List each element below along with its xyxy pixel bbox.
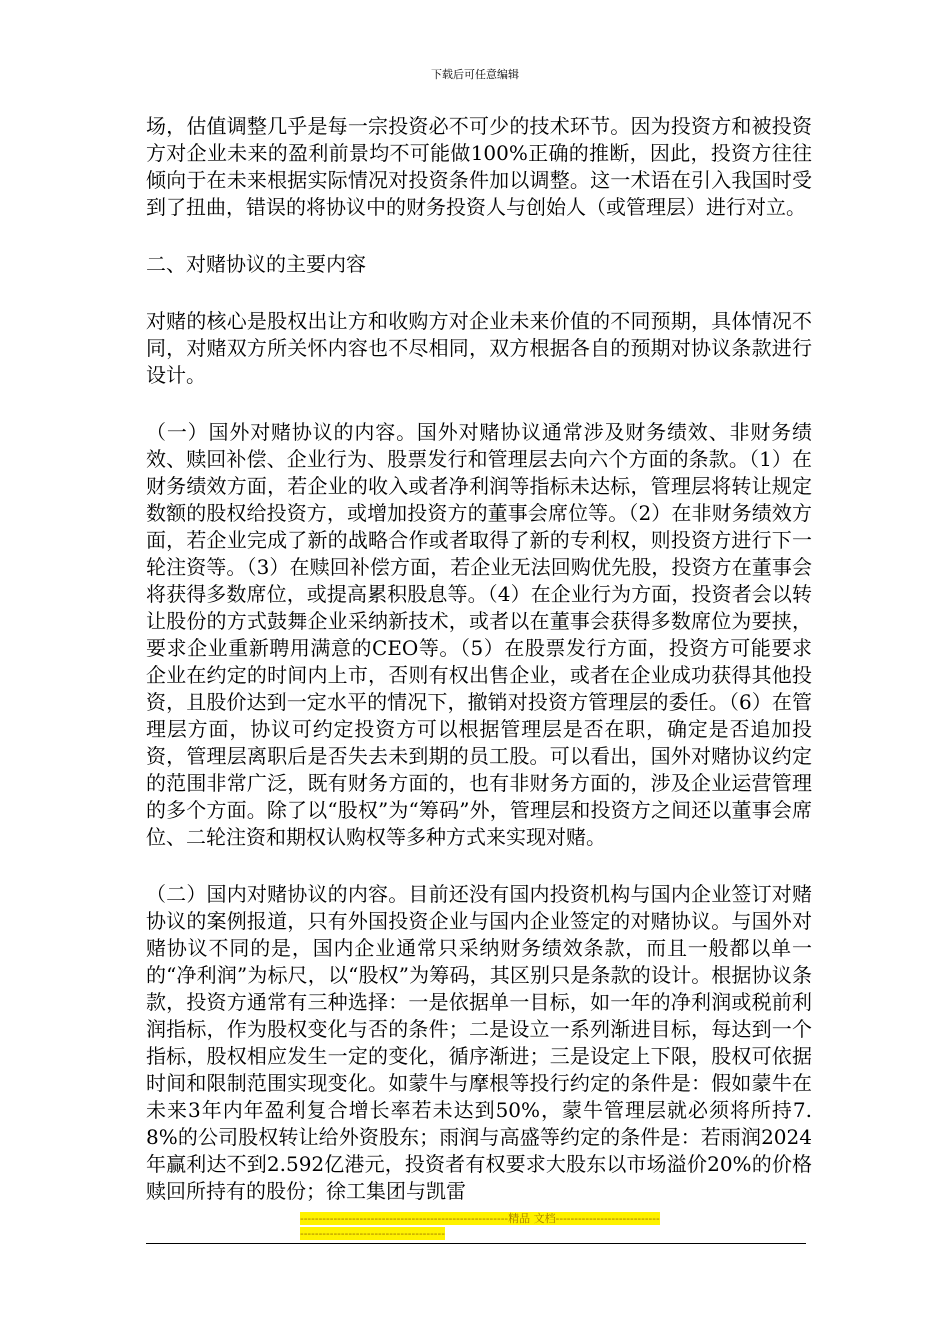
paragraph-foreign-agreements: （一）国外对赌协议的内容。国外对赌协议通常涉及财务绩效、非财务绩效、赎回补偿、企业行为、股票发行和管理层去向六个方面的条款。（1）在财务绩效方面，若企业的收入或者净利润等指标未达标，管理层将转让规定数额的股权给投资方，或增加投资方的董事会席位等。（2）在非财务绩效方面，若企业完成了新的战略合作或者取得了新的专利权，则投资方进行下一轮注资等。（3）在赎回补偿方面，若企业无法回购优先股，投资方在董事会将获得多数席位，或提高累积股息等。（4）在企业行为方面，投资者会以转让股份的方式鼓舞企业采纳新技术，或者以在董事会获得多数席位为要挟，要求企业重新聘用满意的CEO等。（5）在股票发行方面，投资方可能要求企业在约定的时间内上市，否则有权出售企业，或者在企业成功获得其他投资，且股价达到一定水平的情况下，撤销对投资方管理层的委任。（6）在管理层方面，协议可约定投资方可以根据管理层是否在职，确定是否追加投资，管理层离职后是否失去未到期的员工股。可以看出，国外对赌协议约定的范围非常广泛，既有财务方面的，也有非财务方面的，涉及企业运营管理的多个方面。除了以“股权”为“筹码”外，管理层和投资方之间还以董事会席位、二轮注资和期权认购权等多种方式来实现对赌。 [146,420,812,849]
paragraph-valuation-adjustment: 场，估值调整几乎是每一宗投资必不可少的技术环节。因为投资方和被投资方对企业未来的盈利前景均不可能做100%正确的推断，因此，投资方往往倾向于在未来根据实际情况对投资条件加以调整。这一术语在引入我国时受到了扭曲，错误的将协议中的财务投资人与创始人（或管理层）进行对立。 [146,114,812,219]
section-heading-main-content: 二、对赌协议的主要内容 [146,252,366,276]
paragraph-domestic-agreements: （二）国内对赌协议的内容。目前还没有国内投资机构与国内企业签订对赌协议的案例报道，只有外国投资企业与国内企业签定的对赌协议。与国外对赌协议不同的是，国内企业通常只采纳财务绩效条款，而且一般都以单一的“净利润”为标尺，以“股权”为筹码，其区别只是条款的设计。根据协议条款，投资方通常有三种选择：一是依据单一目标，如一年的净利润或税前利润指标，作为股权变化与否的条件；二是设立一系列渐进目标，每达到一个指标，股权相应发生一定的变化，循序渐进；三是设定上下限，股权可依据时间和限制范围实现变化。如蒙牛与摩根等投行约定的条件是：假如蒙牛在未来3年内年盈利复合增长率若未达到50%，蒙牛管理层就必须将所持7.8%的公司股权转让给外资股东；雨润与高盛等约定的条件是：若雨润2024年赢利达不到2.592亿港元，投资者有权要求大股东以市场溢价20%的价格赎回所持有的股份；徐工集团与凯雷 [146,882,812,1203]
document-body [146,113,812,1205]
footer-note-text: --------------------------------------------------------精品 文档------------------------------------------------------------------- [300,1212,660,1240]
paragraph-core-of-betting: 对赌的核心是股权出让方和收购方对企业未来价值的不同预期，具体情况不同，对赌双方所关怀内容也不尽相同，双方根据各自的预期对协议条款进行设计。 [146,309,812,387]
page-header: 下载后可任意编辑 [431,68,519,81]
footer-rule [146,1243,806,1244]
footer-note [300,1211,660,1241]
